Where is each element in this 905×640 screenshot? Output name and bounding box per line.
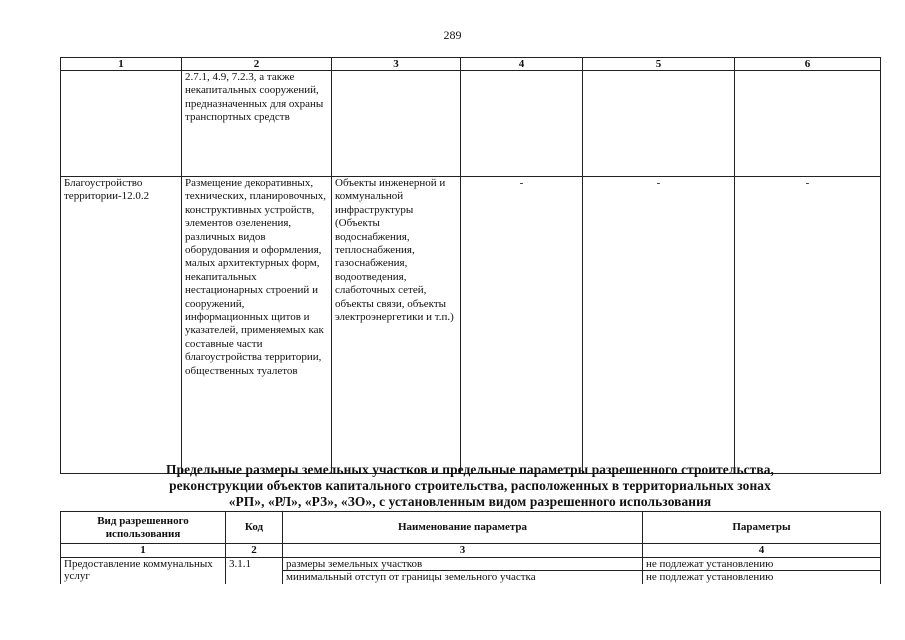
table-cell [735,71,881,177]
column-number: 2 [182,58,332,71]
header-row [61,512,881,544]
code-cell: 3.1.1 [226,557,283,584]
permitted-use-table [60,57,881,474]
table-cell: 2.7.1, 4.9, 7.2.3, а также некапитальных сооружений, предназначенных для охраны транспортных средств [182,71,332,177]
header-use-type: Вид разрешенного использования [61,512,226,544]
heading-line: Предельные размеры земельных участков и предельные параметры разрешенного строительства, [166,462,774,477]
column-number-row [61,544,881,558]
param-name-cell: размеры земельных участков [283,557,643,571]
use-type-cell: Предоставление коммунальных услуг [61,557,226,584]
column-number: 3 [332,58,461,71]
parameters-table [60,511,881,584]
section-heading [60,462,880,510]
table-row [61,71,881,177]
column-number: 2 [226,544,283,558]
use-type-cell: Благоустройство территории-12.0.2 [61,177,182,474]
column-number: 4 [643,544,881,558]
table-cell [461,71,583,177]
column-number: 5 [583,58,735,71]
description-cell: Размещение декоративных, технических, планировочных, конструктивных устройств, элементов озеленения, различных видов оборудования и оформления, малых архитектурных форм, некапитальных нестационарных строений и сооружений, информационных щитов и указателей, применяемых как составные части благоустройства территории, общественных туалетов [182,177,332,474]
param-name-cell: минимальный отступ от границы земельного участка [283,571,643,584]
dash-cell: - [735,177,881,474]
page-number: 289 [443,28,462,42]
heading-line: реконструкции объектов капитального строительства, расположенных в территориальных зонах [169,478,771,493]
param-value-cell: не подлежат установлению [643,571,881,584]
table-row [61,177,881,474]
column-number: 3 [283,544,643,558]
column-number-row [61,58,881,71]
table-cell [332,71,461,177]
header-param-name: Наименование параметра [283,512,643,544]
table-cell [583,71,735,177]
column-number: 1 [61,58,182,71]
objects-cell: Объекты инженерной и коммунальной инфраструктуры (Объекты водоснабжения, теплоснабжения, газоснабжения, водоотведения, слаботочных сетей, объекты связи, объекты электроэнергетики и т.п.) [332,177,461,474]
column-number: 1 [61,544,226,558]
param-value-cell: не подлежат установлению [643,557,881,571]
header-params: Параметры [643,512,881,544]
dash-cell: - [583,177,735,474]
dash-cell: - [461,177,583,474]
header-code: Код [226,512,283,544]
column-number: 6 [735,58,881,71]
table-cell [61,71,182,177]
heading-line: «РП», «РЛ», «РЗ», «ЗО», с установленным видом разрешенного использования [228,494,712,509]
table-row [61,557,881,571]
column-number: 4 [461,58,583,71]
